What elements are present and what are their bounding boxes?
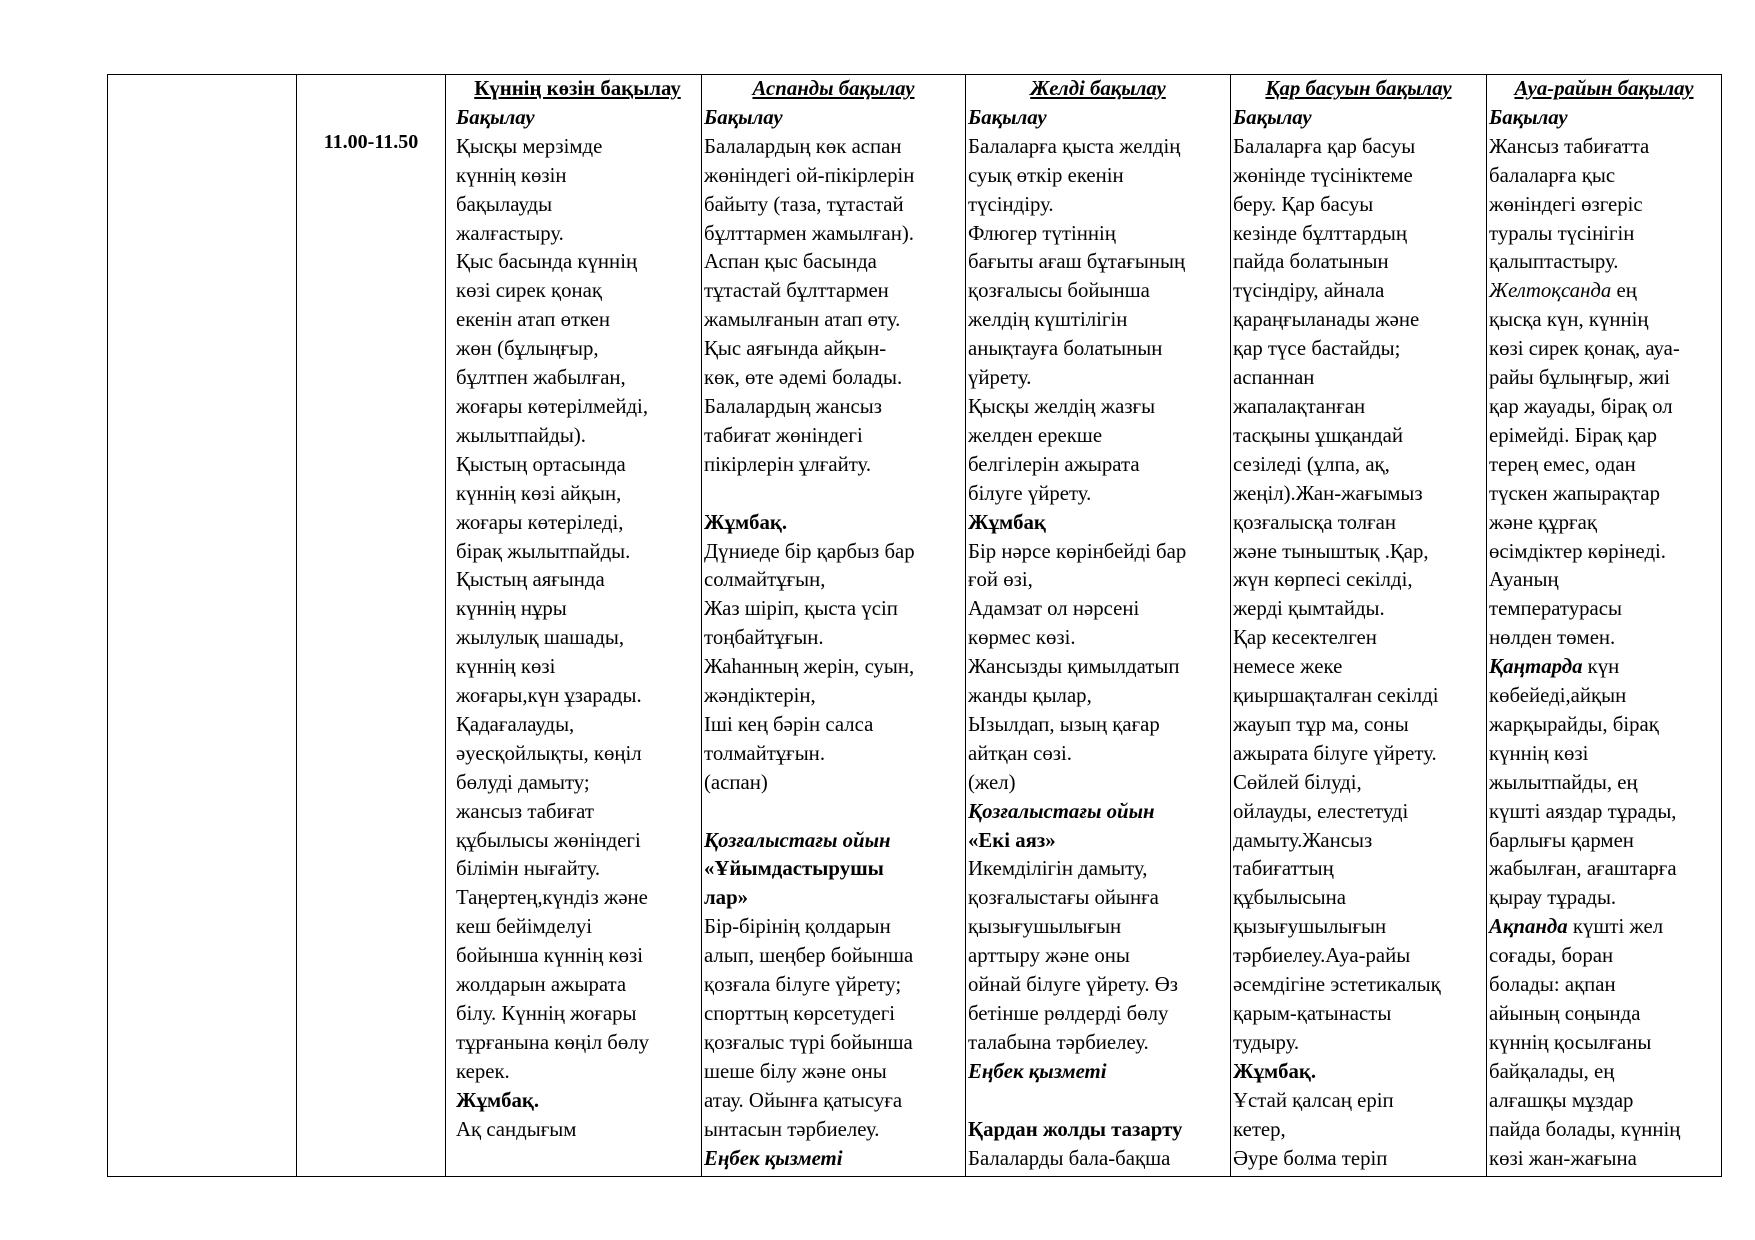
section-label: «Екі аяз»: [968, 828, 1056, 852]
text-block: ең қысқа күн, күннің көзі сирек қонақ, ауа- райы бұлыңғыр, жиі қар жауады, бірақ ол ерімейді. Бірақ қар терең емес, одан түскен жапырақтар және құрғақ өсімдіктер көрінеді. Ауаның температурасы нөлден төмен.: [1489, 279, 1680, 650]
table-row: [108, 75, 1722, 1177]
section-label: Қозғалыстағы ойын: [704, 828, 891, 852]
text-block: Балалардың көк аспан жөніндегі ой-пікірлерін байыту (таза, тұтастай бұлттармен жамылған). Аспан қыс басында тұтастай бұлттармен жамылғанын атап өту. Қыс аяғында айқын- көк, өте әдемі болады. Балалардың жансыз табиғат жөніндегі пікірлерін ұлғайту.: [704, 134, 915, 476]
column-weather: [1487, 75, 1722, 1177]
section-label: Қаңтарда: [1489, 655, 1583, 679]
section-label: «Ұйымдастырушы лар»: [704, 857, 884, 910]
text-block: Балаларға қар басуы жөнінде түсініктеме беру. Қар басуы кезінде бұлттардың пайда болатынын түсіндіру, айнала қараңғыланады және қар түсе бастайды; аспаннан жапалақтанған тасқыны ұшқандай сезіледі (ұлпа, ақ, жеңіл).Жан-жағымыз қозғалысқа толған және тыныштық .Қар, жүн көрпесі секілді, жерді қымтайды. Қар кесектелген немесе жеке қиыршақталған секілді жауып тұр ма, соны ажырата білуге үйрету. Сөйлей білуді, ойлауды, елестетуді дамыту.Жансыз табиғаттың құбылысына қызығушылығын тәрбиелеу.Ауа-райы әсемдігіне эстетикалық қарым-қатынасты тудыру.: [1233, 134, 1441, 1054]
section-label: Бақылау: [1489, 105, 1568, 129]
plan-table: [107, 74, 1722, 1177]
section-label: Жұмбақ.: [1233, 1059, 1317, 1083]
column-heading: Ауа-райын бақылау: [1514, 77, 1694, 100]
column-sky: [702, 75, 966, 1177]
section-label: Бақылау: [1233, 105, 1312, 129]
section-label: Бақылау: [968, 105, 1047, 129]
section-label: Жұмбақ: [968, 510, 1046, 534]
column-sun: [446, 75, 702, 1177]
text-block: Балаларды бала-бақша: [968, 1146, 1171, 1170]
text-block: Қысқы мерзімде күннің көзін бақылауды жалғастыру. Қыс басында күннің көзі сирек қонақ екенін атап өткен жөн (бұлыңғыр, бұлтпен жабылған, жоғары көтерілмейді, жылытпайды). Қыстың ортасында күннің көзі айқын, жоғары көтеріледі, бірақ жылытпайды. Қыстың аяғында күннің нұры жылулық шашады, күннің көзі жоғары,күн ұзарады. Қадағалауды, әуесқойлықты, көңіл бөлуді дамыту; жансыз табиғат құбылысы жөніндегі білімін нығайту. Таңертең,күндіз және кеш бейімделуі бойынша күннің көзі жолдарын ажырата білу. Күннің жоғары тұрғанына көңіл бөлу керек.: [456, 134, 650, 1083]
empty-cell: [108, 75, 297, 1177]
section-label: Ақпанда: [1489, 915, 1568, 939]
time-cell: 11.00-11.50: [297, 75, 446, 1177]
column-heading: Аспанды бақылау: [752, 77, 915, 100]
text-block: Ұстай қалсаң еріп кетер, Әуре болма теріп: [1233, 1088, 1394, 1170]
text-block: күн көбейеді,айқын жарқырайды, бірақ күннің көзі жылытпайды, ең күшті аяздар тұрады, барлығы қармен жабылған, ағаштарға қырау тұрады.: [1489, 655, 1677, 910]
section-label: Қозғалыстағы ойын: [968, 799, 1155, 823]
section-label: Жұмбақ.: [456, 1088, 540, 1112]
text-block: Ақ сандығым: [456, 1117, 577, 1141]
column-heading: Қар басуын бақылау: [1265, 77, 1452, 100]
text-block: күшті жел соғады, боран болады: ақпан айының соңында күннің қосылғаны байқалады, ең алғашқы мұздар пайда болады, күннің көзі жан-жағына: [1489, 915, 1681, 1170]
section-label: Еңбек қызметі: [704, 1146, 843, 1170]
text-block: Дүниеде бір қарбыз бар солмайтұғын, Жаз шіріп, қыста үсіп тоңбайтұғын. Жаһанның жерін, суын, жәндіктерін, Іші кең бәрін салса толмайтұғын. (аспан): [704, 539, 915, 794]
column-heading: Желді бақылау: [1030, 77, 1166, 100]
text-block: Балаларға қыста желдің суық өткір екенін түсіндіру. Флюгер түтіннің бағыты ағаш бұтағының қозғалысы бойынша желдің күштілігін анықтауға болатынын үйрету. Қысқы желдің жазғы желден ерекше белгілерін ажырата білуге үйрету.: [968, 134, 1186, 505]
section-label: Қардан жолды тазарту: [968, 1117, 1183, 1141]
section-label: Бақылау: [456, 105, 535, 129]
text-block: Бір нәрсе көрінбейді бар ғой өзі, Адамзат ол нәрсені көрмес көзі. Жансызды қимылдатып жанды қылар, Ызылдап, ызың қағар айтқан сөзі. (жел): [968, 539, 1187, 794]
column-heading: Күннің көзін бақылау: [474, 77, 681, 100]
text-block: Икемділігін дамыту, қозғалыстағы ойынға қызығушылығын арттыру және оны ойнай білуге үйрету. Өз бетінше рөлдерді бөлу талабына тәрбиелеу.: [968, 857, 1178, 1054]
text-block: Жансыз табиғатта балаларға қыс жөніндегі өзгеріс туралы түсінігін қалыптастыру.: [1489, 134, 1650, 274]
section-label: Еңбек қызметі: [968, 1059, 1107, 1083]
text-block: Бір-бірінің қолдарын алып, шеңбер бойынша қозғала білуге үйрету; спорттың көрсетудегі қозғалыс түрі бойынша шеше білу және оны атау. Ойынға қатысуға ынтасын тәрбиелеу.: [704, 915, 914, 1141]
column-snow: [1231, 75, 1487, 1177]
section-label: Бақылау: [704, 105, 783, 129]
column-wind: [966, 75, 1231, 1177]
section-label: Желтоқсанда: [1489, 279, 1612, 303]
section-label: Жұмбақ.: [704, 510, 788, 534]
